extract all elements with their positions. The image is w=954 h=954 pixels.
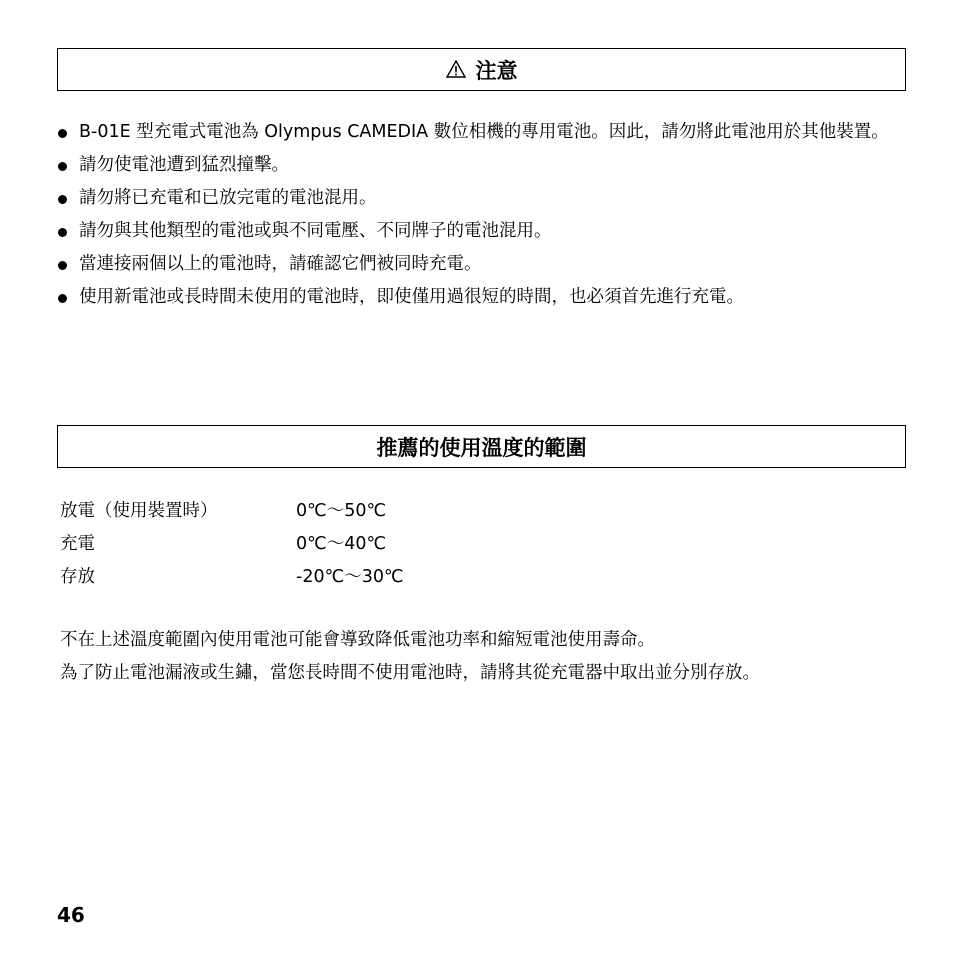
caution-list <box>57 116 917 314</box>
list-item-text: 請勿使電池遭到猛烈撞擊。 <box>79 155 289 175</box>
list-item-text: 請勿將已充電和已放完電的電池混用。 <box>79 188 377 208</box>
list-item <box>57 182 917 215</box>
bullet-icon <box>58 129 67 138</box>
caution-heading-box <box>57 48 906 91</box>
temperature-table <box>60 495 404 594</box>
list-item-text: 請勿與其他類型的電池或與不同電壓、不同牌子的電池混用。 <box>79 221 552 241</box>
temp-value: -20℃～30℃ <box>296 567 404 587</box>
list-item <box>57 281 917 314</box>
note-paragraph: 不在上述溫度範圍內使用電池可能會導致降低電池功率和縮短電池使用壽命。 <box>60 630 655 650</box>
list-item <box>57 215 917 248</box>
temp-label: 充電 <box>60 534 95 554</box>
bullet-icon <box>58 162 67 171</box>
list-item-text: B-01E 型充電式電池為 Olympus CAMEDIA 數位相機的專用電池。因此，請勿將此電池用於其他裝置。 <box>79 122 889 142</box>
list-item-text: 使用新電池或長時間未使用的電池時，即使僅用過很短的時間，也必須首先進行充電。 <box>79 287 744 307</box>
temp-label: 放電（使用裝置時） <box>60 501 218 521</box>
temperature-title: 推薦的使用溫度的範圍 <box>376 435 587 460</box>
table-row <box>60 528 404 561</box>
bullet-icon <box>58 195 67 204</box>
bullet-icon <box>58 294 67 303</box>
temp-label: 存放 <box>60 567 95 587</box>
temperature-heading-box <box>57 425 906 468</box>
temp-value: 0℃～40℃ <box>296 534 387 554</box>
page-number: 46 <box>57 903 85 927</box>
list-item <box>57 116 917 149</box>
list-item <box>57 149 917 182</box>
table-row <box>60 561 404 594</box>
list-item-text: 當連接兩個以上的電池時，請確認它們被同時充電。 <box>79 254 482 274</box>
storage-paragraph: 為了防止電池漏液或生鏽，當您長時間不使用電池時，請將其從充電器中取出並分別存放。 <box>60 663 760 683</box>
bullet-icon <box>58 228 67 237</box>
caution-title: 注意 <box>475 58 518 83</box>
warning-triangle-icon <box>446 59 466 83</box>
table-row <box>60 495 404 528</box>
list-item <box>57 248 917 281</box>
bullet-icon <box>58 261 67 270</box>
temp-value: 0℃～50℃ <box>296 501 387 521</box>
